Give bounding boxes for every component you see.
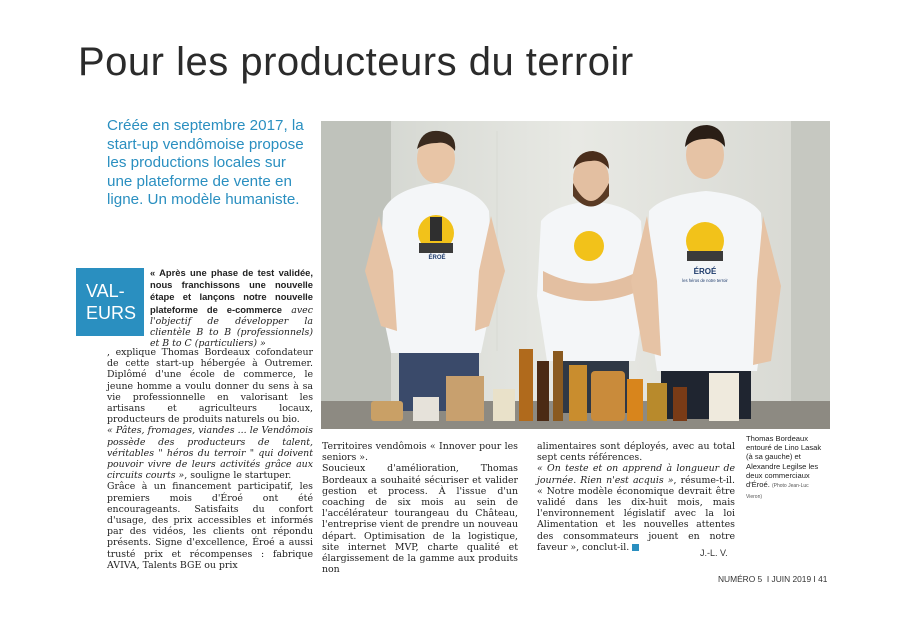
column-2-paragraph-2: Soucieux d'amélioration, Thomas Bordeaux a souhaité sécuriser et valider gestion et process. À l'issue d'un coaching de six mois au sein de l'accélérateur tourangeau du Château, l'entreprise vient de prendre un nouveau départ. Optimisation de la logistique, site internet MVP, charte qualité et élargissement de la gamme aux produits non [322, 463, 518, 576]
paragraph-2-rest: , souligne le startuper. [184, 470, 292, 482]
page-number: 41 [818, 574, 828, 584]
badge-line-1: VAL- [86, 281, 125, 301]
column-2-paragraph-1: Territoires vendômois « Innover pour les seniors ». [322, 441, 518, 464]
paragraph-2-italic: « Pâtes, fromages, viandes ... le Vendômois possède des producteurs de talent, véritables " héros du terroir " qui doivent pouvoir vivre de leurs activités grâce aux circuits courts » [107, 425, 313, 482]
badge-line-2: EURS [86, 303, 137, 323]
column-3-rest: , résume-t-il. « Notre modèle économique devrait être validé dans les dix-huit mois, mais l'environnement législatif avec la loi Alimentation et les nouvelles attentes des consommateurs jouent en notre faveur », conclut-il. [537, 474, 735, 553]
photo-credit: (Photo Jean-Luc Vieron) [746, 483, 809, 501]
body-column-3 [537, 441, 735, 553]
body-column-1 [107, 347, 313, 571]
tshirt-tagline: les héros de notre terroir [682, 278, 728, 283]
tshirt-logo-right: ÉROÉ [693, 267, 717, 276]
column-3-paragraph-1: alimentaires sont déployés, avec au total sept cents références. [537, 441, 735, 464]
article-lead: Créée en septembre 2017, la start-up vendômoise propose les productions locales sur une plateforme de vente en ligne. Un modèle humaniste. [107, 117, 304, 209]
author-signature: J.-L. V. [700, 548, 728, 558]
photo-caption [746, 434, 826, 502]
page-title: Pour les producteurs du terroir [78, 40, 634, 84]
body-column-2 [322, 441, 518, 575]
opening-quote-italic: avec l'objectif de développer la clientèle B to B (professionnels) et B to C (particuliers) » [150, 304, 313, 350]
caption-text: Thomas Bordeaux entouré de Lino Lasak (à sa gauche) et Alexandre Legilse les deux commerciaux d'Éroé. [746, 434, 822, 490]
issue-number: NUMÉRO 5 [718, 574, 763, 584]
paragraph-1-rest: , explique Thomas Bordeaux cofondateur de cette start-up hébergée à Outremer. Diplômé d'une école de commerce, le jeune homme a voulu donner du sens à sa vie professionnelle en valorisant les artisans et agriculteurs locaux, producteurs de produits naturels ou bio. [107, 347, 313, 426]
issue-date: JUIN 2019 [771, 574, 812, 584]
article-photo [321, 121, 830, 429]
column-3-quote: « On teste et on apprend à longueur de journée. Rien n'est acquis » [537, 463, 735, 486]
section-badge [76, 268, 144, 336]
opening-quote: « Après une phase de test validée, nous franchissons une nouvelle étape et lançons notre nouvelle plateforme de e-commerce [150, 267, 313, 315]
body-column-1-top [150, 267, 313, 349]
end-mark-icon [632, 544, 639, 551]
page-folio: NUMÉRO 5 I JUIN 2019 I 41 [718, 574, 828, 584]
paragraph-3: Grâce à un financement participatif, les premiers mois d'Éroé ont été encourageants. Satisfaits du confort d'usage, des prix accessibles et informés par des vidéos, les clients ont répondu présents. Signe d'excellence, Éroé a aussi trusté prix et récompenses : fabrique AVIVA, Talents BGE ou prix [107, 481, 313, 571]
photo-illustration [321, 121, 830, 429]
tshirt-logo-left: ÉROÉ [428, 255, 446, 261]
